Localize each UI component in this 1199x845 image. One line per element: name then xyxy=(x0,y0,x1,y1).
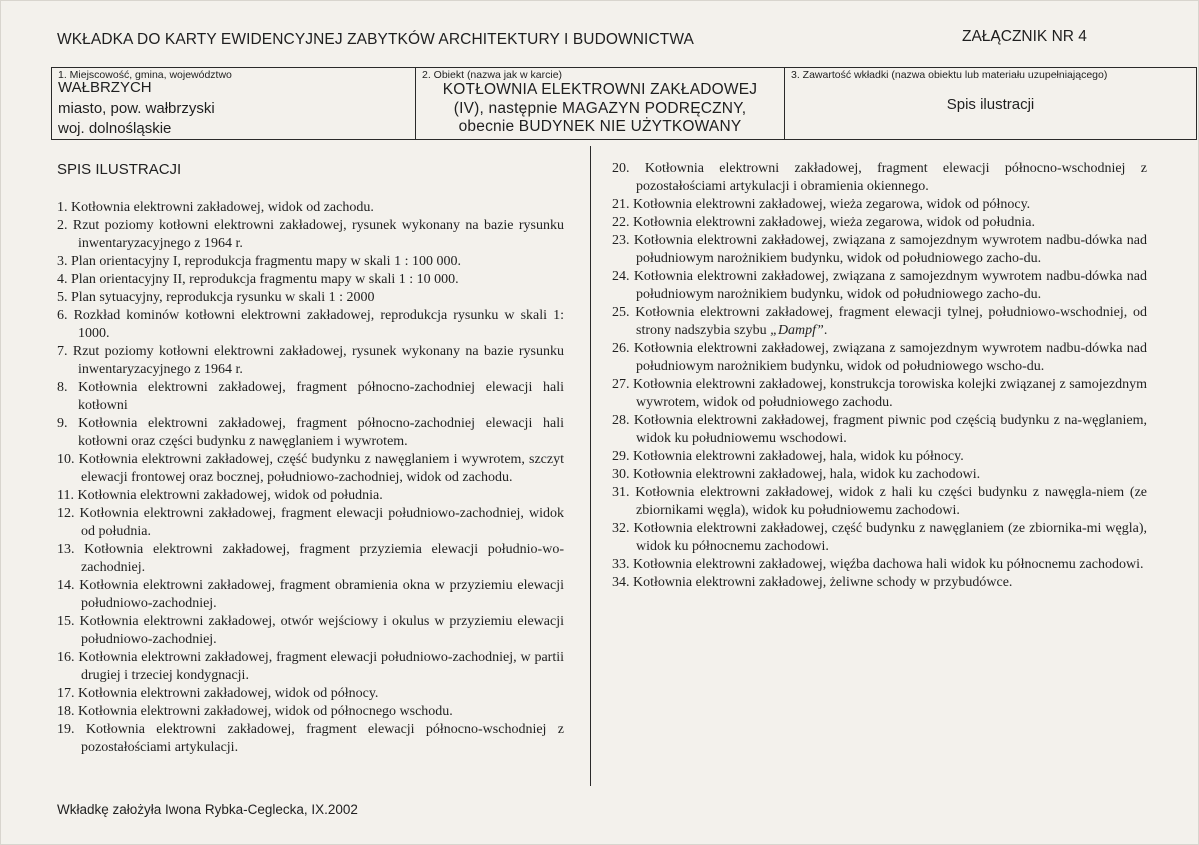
illustration-item: 17. Kotłownia elektrowni zakładowej, widok od północy. xyxy=(57,686,379,701)
illustration-item: 18. Kotłownia elektrowni zakładowej, widok od północnego wschodu. xyxy=(57,704,453,719)
illustration-item: 13. Kotłownia elektrowni zakładowej, fragment przyziemia elewacji południo-wo-zachodniej. xyxy=(57,542,564,575)
info-table xyxy=(51,67,1197,140)
location-cell xyxy=(52,68,416,139)
illustration-item: 3. Plan orientacyjny I, reprodukcja fragmentu mapy w skali 1 : 100 000. xyxy=(57,254,461,269)
illustration-item: 23. Kotłownia elektrowni zakładowej, związana z samojezdnym wywrotem nadbu-dówka nad południowym narożnikiem budynku, widok od południowego zacho-du. xyxy=(612,233,1147,266)
illustration-item: 24. Kotłownia elektrowni zakładowej, związana z samojezdnym wywrotem nadbu-dówka nad południowym narożnikiem budynku, widok od południowego zacho-du. xyxy=(612,269,1147,302)
illustration-item: 34. Kotłownia elektrowni zakładowej, żeliwne schody w przybudówce. xyxy=(612,575,1013,590)
illustration-item: 9. Kotłownia elektrowni zakładowej, fragment północno-zachodniej elewacji hali kotłowni oraz części budynku z nawęglaniem i wywrotem. xyxy=(57,416,564,449)
footer-author-note: Wkładkę założyła Iwona Rybka-Ceglecka, IX.2002 xyxy=(57,802,358,817)
object-name-line: (IV), następnie MAGAZYN PODRĘCZNY, xyxy=(453,99,747,117)
content-label: 3. Zawartość wkładki (nazwa obiektu lub materiału uzupełniającego) xyxy=(791,69,1108,81)
illustration-item: 21. Kotłownia elektrowni zakładowej, wieża zegarowa, widok od północy. xyxy=(612,197,1031,212)
illustration-list-right xyxy=(612,160,1147,592)
location-district: miasto, pow. wałbrzyski xyxy=(58,100,215,117)
illustration-list-left xyxy=(57,199,564,757)
illustration-item: 7. Rzut poziomy kotłowni elektrowni zakładowej, rysunek wykonany na bazie rysunku inwentaryzacyjnego z 1964 r. xyxy=(57,344,564,377)
object-name-line: obecnie BUDYNEK NIE UŻYTKOWANY xyxy=(458,118,742,135)
content-cell xyxy=(785,68,1196,139)
illustration-item: 28. Kotłownia elektrowni zakładowej, fragment piwnic pod częścią budynku z na-węglaniem, widok ku południowemu wschodowi. xyxy=(612,413,1147,446)
column-divider xyxy=(590,146,591,786)
illustration-item: 12. Kotłownia elektrowni zakładowej, fragment elewacji południowo-zachodniej, widok od południa. xyxy=(57,506,564,539)
illustration-item: 31. Kotłownia elektrowni zakładowej, widok z hali ku części budynku z nawęgla-niem (ze zbiornikami węgla), widok ku południowemu zachodowi. xyxy=(612,485,1147,518)
illustration-item: 32. Kotłownia elektrowni zakładowej, część budynku z nawęglaniem (ze zbiornika-mi węgla), widok ku północnemu zachodowi. xyxy=(612,521,1147,554)
illustration-item: 30. Kotłownia elektrowni zakładowej, hala, widok ku zachodowi. xyxy=(612,467,981,482)
illustration-item: 2. Rzut poziomy kotłowni elektrowni zakładowej, rysunek wykonany na bazie rysunku inwentaryzacyjnego z 1964 r. xyxy=(57,218,564,251)
illustration-item: 29. Kotłownia elektrowni zakładowej, hala, widok ku północy. xyxy=(612,449,964,464)
location-voivodeship: woj. dolnośląskie xyxy=(58,120,172,137)
illustration-item: 11. Kotłownia elektrowni zakładowej, widok od południa. xyxy=(57,488,383,503)
illustration-item: 26. Kotłownia elektrowni zakładowej, związana z samojezdnym wywrotem nadbu-dówka nad południowym narożnikiem budynku, widok od południowego wscho-du. xyxy=(612,341,1147,374)
illustration-item: 27. Kotłownia elektrowni zakładowej, konstrukcja torowiska kolejki związanej z samojezdnym wywrotem, widok od południowego zachodu. xyxy=(612,377,1147,410)
illustration-item: 22. Kotłownia elektrowni zakładowej, wieża zegarowa, widok od południa. xyxy=(612,215,1035,230)
illustration-item: 10. Kotłownia elektrowni zakładowej, część budynku z nawęglaniem i wywrotem, szczyt elewacji frontowej oraz bocznej, południowo-zachodniej, widok od zachodu. xyxy=(57,452,564,485)
illustration-item: 14. Kotłownia elektrowni zakładowej, fragment obramienia okna w przyziemiu elewacji południowo-zachodniej. xyxy=(57,578,564,611)
illustration-item: 25. Kotłownia elektrowni zakładowej, fragment elewacji tylnej, południowo-wschodniej, od strony nadszybia szybu „Dampf”. xyxy=(612,305,1147,338)
object-cell xyxy=(416,68,785,139)
content-value: Spis ilustracji xyxy=(946,96,1035,113)
illustration-item: 15. Kotłownia elektrowni zakładowej, otwór wejściowy i okulus w przyziemiu elewacji południowo-zachodniej. xyxy=(57,614,564,647)
location-city: WAŁBRZYCH xyxy=(58,79,152,96)
location-label: 1. Miejscowość, gmina, województwo xyxy=(58,69,232,81)
illustration-item: 33. Kotłownia elektrowni zakładowej, więźba dachowa hali widok ku północnemu zachodowi. xyxy=(612,557,1144,572)
object-label: 2. Obiekt (nazwa jak w karcie) xyxy=(422,69,563,81)
illustration-item: 1. Kotłownia elektrowni zakładowej, widok od zachodu. xyxy=(57,200,374,215)
document-title: WKŁADKA DO KARTY EWIDENCYJNEJ ZABYTKÓW ARCHITEKTURY I BUDOWNICTWA xyxy=(57,31,694,48)
object-name-line: KOTŁOWNIA ELEKTROWNI ZAKŁADOWEJ xyxy=(442,81,758,98)
illustration-item: 16. Kotłownia elektrowni zakładowej, fragment elewacji południowo-zachodniej, w partii drugiej i trzeciej kondygnacji. xyxy=(57,650,564,683)
illustration-item: 6. Rozkład kominów kotłowni elektrowni zakładowej, reprodukcja rysunku w skali 1: 1000. xyxy=(57,308,564,341)
illustration-item: 5. Plan sytuacyjny, reprodukcja rysunku w skali 1 : 2000 xyxy=(57,290,375,305)
illustration-item: 20. Kotłownia elektrowni zakładowej, fragment elewacji północno-wschodniej z pozostałościami artykulacji i obramienia okiennego. xyxy=(612,161,1147,194)
object-name xyxy=(416,81,784,137)
annex-number: ZAŁĄCZNIK NR 4 xyxy=(962,28,1087,45)
section-title: SPIS ILUSTRACJI xyxy=(57,161,182,178)
illustration-item: 8. Kotłownia elektrowni zakładowej, fragment północno-zachodniej elewacji hali kotłowni xyxy=(57,380,564,413)
illustration-item: 4. Plan orientacyjny II, reprodukcja fragmentu mapy w skali 1 : 10 000. xyxy=(57,272,459,287)
illustration-item: 19. Kotłownia elektrowni zakładowej, fragment elewacji północno-wschodniej z pozostałościami artykulacji. xyxy=(57,722,564,755)
